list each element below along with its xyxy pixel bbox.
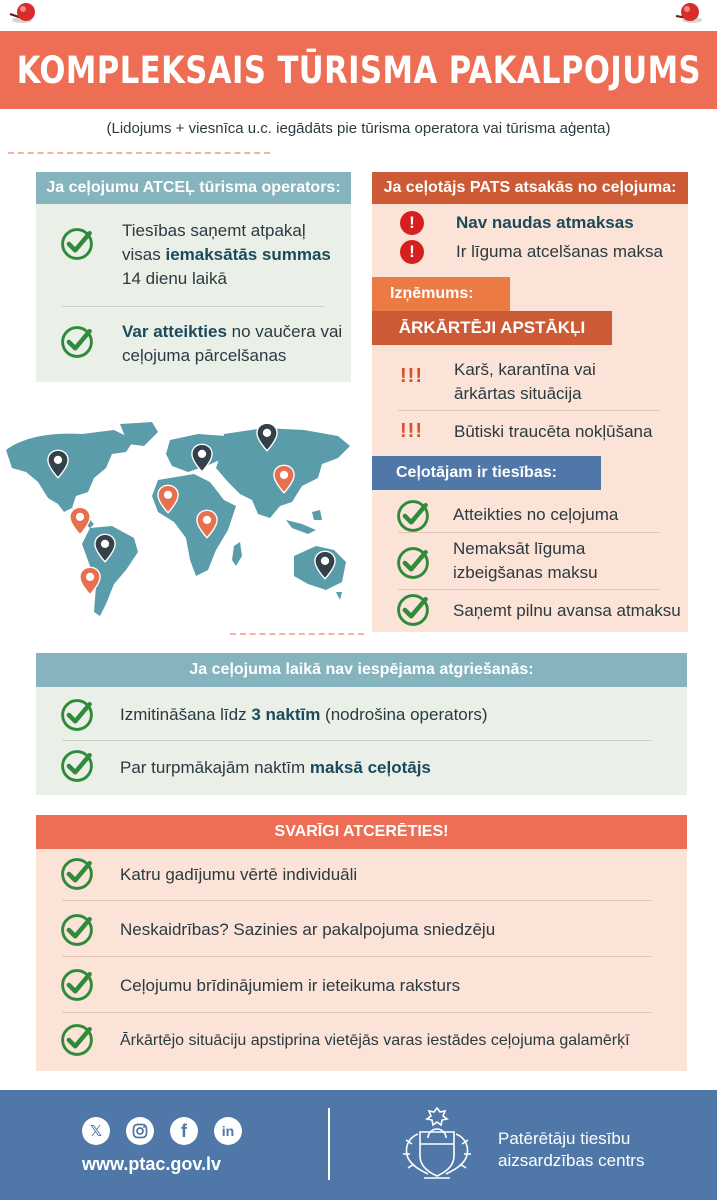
operator-cancels-heading: Ja ceļojumu ATCEĻ tūrisma operators:: [36, 172, 351, 204]
linkedin-icon[interactable]: in: [214, 1117, 242, 1145]
traveler-cancels-heading: Ja ceļotājs PATS atsakās no ceļojuma:: [372, 172, 688, 204]
remember-item: Ceļojumu brīdinājumiem ir ieteikuma raksturs: [120, 976, 461, 995]
instagram-icon[interactable]: [126, 1117, 154, 1145]
check-icon: [59, 1022, 95, 1058]
website-link[interactable]: www.ptac.gov.lv: [82, 1154, 222, 1174]
no-return-heading: Ja ceļojuma laikā nav iespējama atgriešanās:: [36, 653, 687, 687]
exception-travel-text: Būtiski traucēta nokļūšana: [454, 422, 653, 441]
remember-item: Neskaidrības? Sazinies ar pakalpojuma sniedzēju: [120, 920, 496, 939]
check-icon: [395, 498, 431, 534]
rights-heading: Ceļotājam ir tiesības:: [372, 456, 601, 490]
check-icon: [395, 545, 431, 581]
x-icon[interactable]: 𝕏: [82, 1117, 110, 1145]
cancellation-fee-text: Ir līguma atcelšanas maksa: [456, 242, 663, 261]
coat-of-arms-logo: [398, 1104, 476, 1184]
divider: [62, 306, 324, 307]
check-icon: [395, 592, 431, 628]
check-icon: [59, 324, 95, 360]
exception-heading: ĀRKĀRTĒJI APSTĀKĻI: [372, 311, 612, 345]
remember-item: Ārkārtējo situāciju apstiprina vietējās varas iestādes ceļojuma galamērķī: [120, 1032, 630, 1049]
exception-label: Izņēmums:: [372, 277, 510, 311]
exclamation-marks: !!!: [400, 365, 423, 387]
map-pin-icon: [79, 566, 101, 596]
divider: [398, 410, 660, 411]
facebook-icon[interactable]: f: [170, 1117, 198, 1145]
divider: [62, 1012, 652, 1013]
page-title: KOMPLEKSAIS TŪRISMA PAKALPOJUMS: [16, 48, 701, 92]
exception-war-text: Karš, karantīna vai ārkārtas situācija: [454, 360, 596, 403]
divider: [62, 956, 652, 957]
page-subtitle: (Lidojums + viesnīca u.c. iegādāts pie tūrisma operatora vai tūrisma aģenta): [106, 120, 611, 137]
divider: [398, 589, 660, 590]
remember-heading: SVARĪGI ATCERĒTIES!: [36, 815, 687, 849]
map-pin-icon: [157, 484, 179, 514]
map-pin-icon: [69, 506, 91, 536]
map-pin-icon: [273, 464, 295, 494]
check-icon: [59, 967, 95, 1003]
thumbtack-icon: [0, 0, 40, 26]
voucher-text: Var atteikties no vaučera vai ceļojuma pārcelšanas: [122, 322, 343, 365]
extra-nights-text: Par turpmākajām naktīm maksā ceļotājs: [120, 758, 431, 777]
check-icon: [59, 697, 95, 733]
remember-item: Katru gadījumu vērtē individuāli: [120, 865, 358, 884]
divider: [328, 1108, 330, 1180]
divider: [8, 152, 270, 154]
thumbtack-icon: [672, 0, 717, 26]
map-pin-icon: [47, 449, 69, 479]
right-no-fee-text: Nemaksāt līguma izbeigšanas maksu: [453, 539, 598, 582]
map-pin-icon: [94, 533, 116, 563]
check-icon: [59, 748, 95, 784]
title-banner: [0, 31, 717, 109]
check-icon: [59, 226, 95, 262]
organization-name: Patērētāju tiesību aizsardzības centrs: [498, 1129, 645, 1170]
divider: [398, 532, 660, 533]
map-pin-icon: [256, 422, 278, 452]
map-pin-icon: [191, 443, 213, 473]
divider: [230, 633, 364, 635]
warning-icon: !: [400, 240, 424, 264]
right-withdraw-text: Atteikties no ceļojuma: [453, 505, 619, 524]
divider: [62, 740, 652, 741]
refund-text: Tiesības saņemt atpakaļ visas iemaksātās summas 14 dienu laikā: [122, 221, 331, 288]
map-pin-icon: [314, 550, 336, 580]
warning-icon: !: [400, 211, 424, 235]
footer: [0, 1090, 717, 1200]
map-pin-icon: [196, 509, 218, 539]
exclamation-marks: !!!: [400, 420, 423, 442]
check-icon: [59, 856, 95, 892]
accommodation-text: Izmitināšana līdz 3 naktīm (nodrošina operators): [120, 705, 488, 724]
check-icon: [59, 912, 95, 948]
divider: [62, 900, 652, 901]
right-refund-text: Saņemt pilnu avansa atmaksu: [453, 601, 681, 620]
no-refund-text: Nav naudas atmaksas: [456, 213, 634, 232]
